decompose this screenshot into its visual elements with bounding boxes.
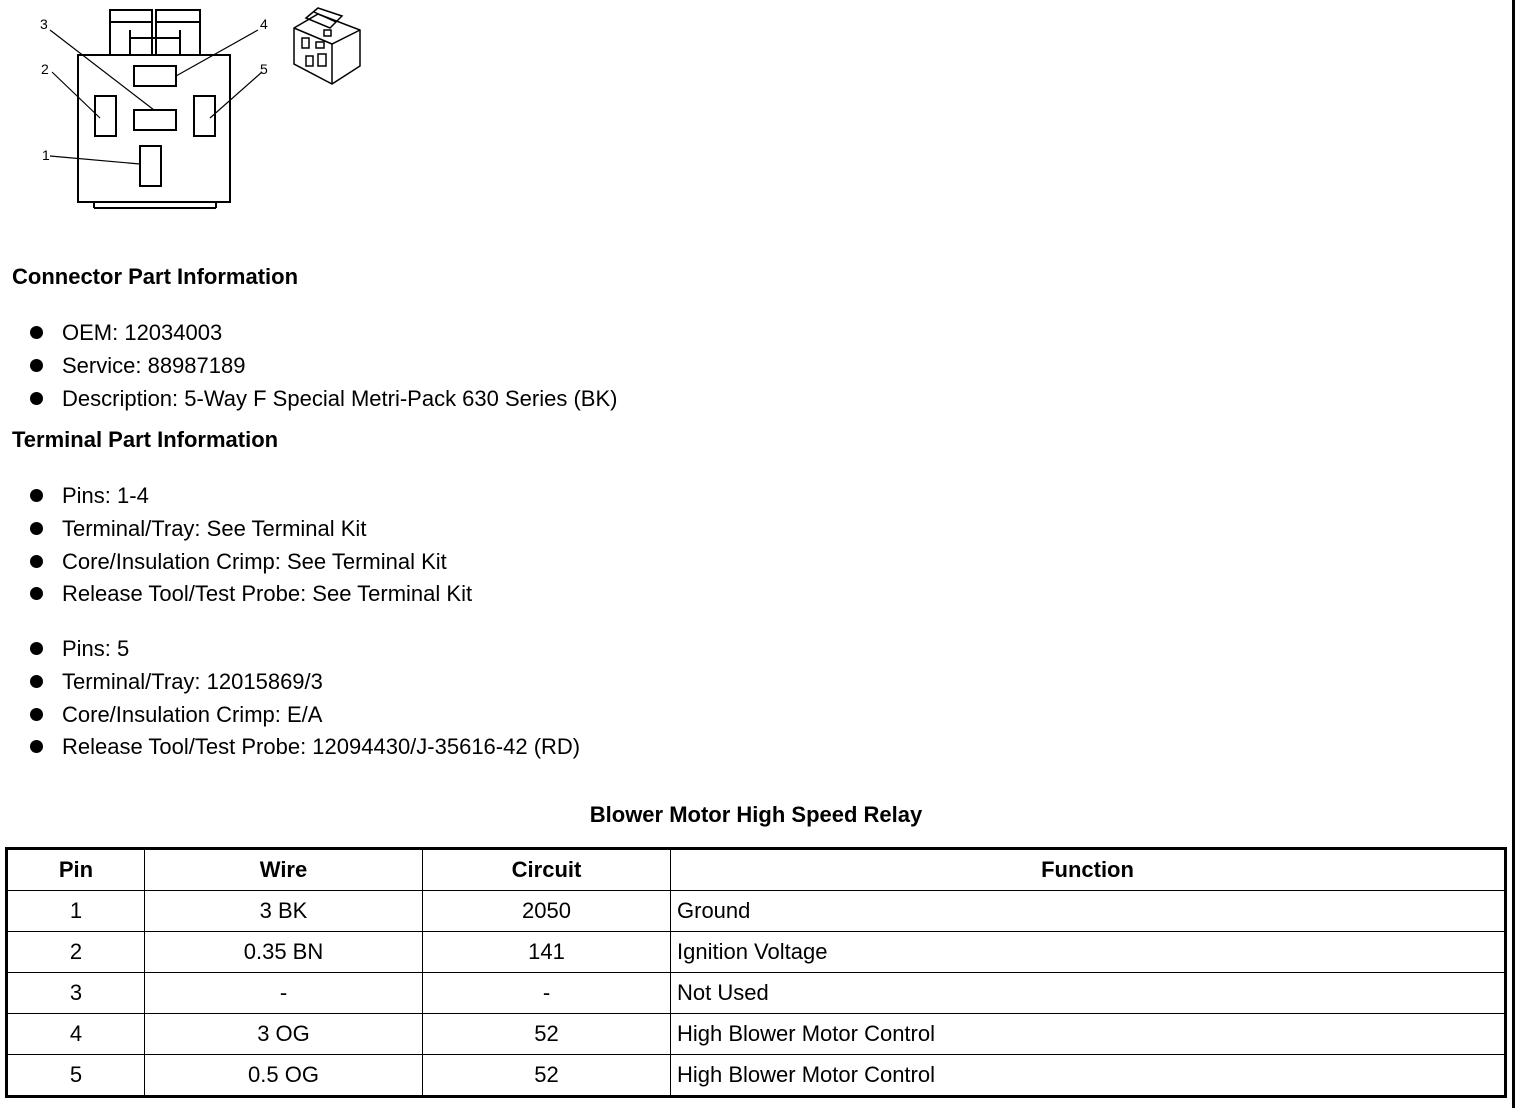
- table-title: Blower Motor High Speed Relay: [589, 802, 923, 827]
- list-item: Terminal/Tray: See Terminal Kit: [28, 513, 472, 546]
- cell-circuit: 52: [423, 1055, 671, 1097]
- terminal-part-list-2: [28, 633, 580, 764]
- cell-function: Not Used: [671, 973, 1506, 1014]
- cell-wire: -: [145, 973, 423, 1014]
- table-row: [7, 891, 1506, 932]
- connector-part-heading: Connector Part Information: [12, 264, 299, 289]
- cavity-1: [140, 146, 161, 186]
- header-wire: Wire: [145, 849, 423, 891]
- leader-3: [50, 30, 154, 110]
- cell-wire: 0.5 OG: [145, 1055, 423, 1097]
- table-header-row: [7, 849, 1506, 891]
- list-item: Core/Insulation Crimp: E/A: [28, 699, 580, 732]
- cavity-3: [134, 110, 176, 130]
- leader-2: [52, 72, 100, 118]
- cell-function: High Blower Motor Control: [671, 1055, 1506, 1097]
- list-item: OEM: 12034003: [28, 317, 617, 350]
- connector-part-list: [28, 317, 617, 415]
- callout-5: 5: [260, 61, 268, 77]
- cell-function: Ground: [671, 891, 1506, 932]
- leader-4: [176, 30, 258, 76]
- cell-pin: 2: [7, 932, 145, 973]
- cell-wire: 0.35 BN: [145, 932, 423, 973]
- leader-5: [210, 72, 262, 118]
- cell-function: High Blower Motor Control: [671, 1014, 1506, 1055]
- table-row: [7, 932, 1506, 973]
- connector-3d-thumbnail: [288, 0, 368, 90]
- latch-right: [156, 10, 200, 55]
- table-row: [7, 1055, 1506, 1097]
- cell-pin: 3: [7, 973, 145, 1014]
- page-right-border: [1512, 0, 1515, 1108]
- header-pin: Pin: [7, 849, 145, 891]
- cell-pin: 5: [7, 1055, 145, 1097]
- cell-function: Ignition Voltage: [671, 932, 1506, 973]
- cell-circuit: 52: [423, 1014, 671, 1055]
- leader-1: [50, 156, 140, 164]
- header-function: Function: [671, 849, 1506, 891]
- cell-pin: 4: [7, 1014, 145, 1055]
- list-item: Terminal/Tray: 12015869/3: [28, 666, 580, 699]
- list-item: Description: 5-Way F Special Metri-Pack 630 Series (BK): [28, 383, 617, 416]
- cell-circuit: 141: [423, 932, 671, 973]
- list-item: Pins: 1-4: [28, 480, 472, 513]
- list-item: Core/Insulation Crimp: See Terminal Kit: [28, 546, 472, 579]
- cell-circuit: -: [423, 973, 671, 1014]
- connector-face-diagram: [30, 0, 280, 215]
- cell-wire: 3 OG: [145, 1014, 423, 1055]
- pinout-table: [5, 847, 1507, 1098]
- terminal-part-list-1: [28, 480, 472, 611]
- cell-pin: 1: [7, 891, 145, 932]
- header-circuit: Circuit: [423, 849, 671, 891]
- connector-body: [78, 55, 230, 202]
- list-item: Release Tool/Test Probe: 12094430/J-35616-42 (RD): [28, 731, 580, 764]
- cavity-4: [134, 66, 176, 86]
- terminal-part-heading: Terminal Part Information: [12, 427, 279, 452]
- table-row: [7, 973, 1506, 1014]
- cell-circuit: 2050: [423, 891, 671, 932]
- list-item: Service: 88987189: [28, 350, 617, 383]
- callout-1: 1: [42, 147, 50, 163]
- list-item: Pins: 5: [28, 633, 580, 666]
- list-item: Release Tool/Test Probe: See Terminal Kit: [28, 578, 472, 611]
- callout-4: 4: [260, 16, 268, 32]
- callout-3: 3: [40, 16, 48, 32]
- callout-2: 2: [41, 61, 49, 77]
- cell-wire: 3 BK: [145, 891, 423, 932]
- table-row: [7, 1014, 1506, 1055]
